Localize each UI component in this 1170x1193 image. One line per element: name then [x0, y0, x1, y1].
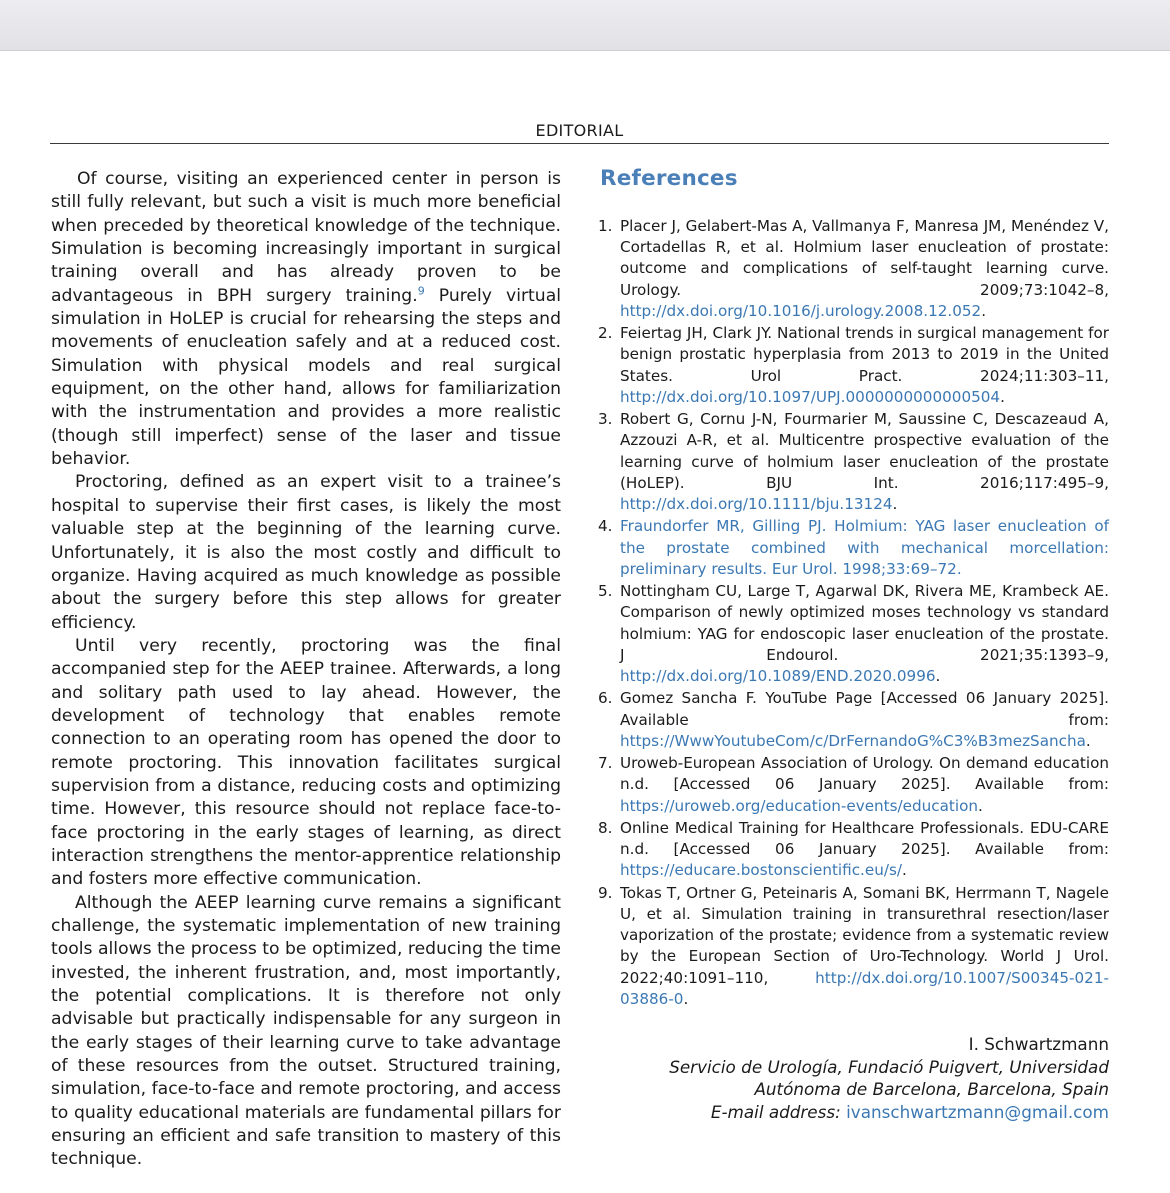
reference-linked-text[interactable]: Fraundorfer MR, Gilling PJ. Holmium: YAG laser enucleation of the prostate combined with mechanical morcellation: preliminary results. Eur Urol. 1998;33:69–72.	[620, 517, 1109, 578]
reference-number: 4.	[598, 517, 613, 536]
reference-number: 3.	[598, 410, 613, 429]
body-paragraph-3: Until very recently, proctoring was the final accompanied step for the AEEP trainee. Afterwards, a long and solitary path used to lay ahead. However, the development of technology that enables remote connection to an operating room has opened the door to remote proctoring. This innovation facilitates surgical supervision from a distance, reducing costs and optimizing time. However, this resource should not replace face-to-face proctoring in the early stages of learning, as direct interaction strengthens the mentor-apprentice relationship and fosters more effective communication.	[51, 635, 561, 890]
references-column	[598, 166, 1109, 1011]
reference-doi-link[interactable]: http://dx.doi.org/10.1016/j.urology.2008.12.052	[620, 301, 982, 320]
reference-item	[598, 818, 1109, 882]
reference-text: Nottingham CU, Large T, Agarwal DK, Rivera ME, Krambeck AE. Comparison of newly optimized moses technology vs standard holmium: YAG for endoscopic laser enucleation of the prostate. J Endourol. 2021;35:1393–9,	[620, 582, 1109, 664]
author-affiliation-line2: Autónoma de Barcelona, Barcelona, Spain	[754, 1079, 1109, 1100]
reference-url-link[interactable]: https://educare.bostonscientific.eu/s/	[620, 861, 902, 880]
reference-number: 9.	[598, 883, 613, 902]
reference-text: Feiertag JH, Clark JY. National trends in surgical management for benign prostatic hyperplasia from 2013 to 2019 in the United States. Urol Pract. 2024;11:303–11,	[620, 324, 1109, 385]
author-email-link[interactable]: ivanschwartzmann@gmail.com	[846, 1101, 1109, 1122]
reference-punct: .	[1085, 731, 1091, 750]
header-divider	[50, 143, 1109, 144]
reference-punct: .	[892, 495, 898, 514]
reference-text: Uroweb-European Association of Urology. On demand education n.d. [Accessed 06 January 2025]. Available from:	[620, 754, 1109, 794]
reference-doi-link[interactable]: http://dx.doi.org/10.1007/S00345-021-03886-0	[620, 968, 1109, 1008]
reference-doi-link[interactable]: http://dx.doi.org/10.1111/bju.13124	[620, 495, 893, 514]
reference-punct: .	[978, 796, 983, 815]
reference-number: 5.	[598, 582, 613, 601]
reference-text: Tokas T, Ortner G, Peteinaris A, Somani BK, Herrmann T, Nagele U, et al. Simulation training in transurethral resection/laser vaporization of the prostate; evidence from a systematic review by the European Section of Uro-Technology. World J Urol. 2022;40:1091–110,	[620, 883, 1109, 987]
section-header: EDITORIAL	[535, 121, 624, 140]
reference-punct: .	[935, 667, 941, 686]
reference-list	[598, 216, 1109, 1010]
reference-item	[598, 753, 1109, 817]
reference-item	[598, 883, 1109, 1010]
reference-item	[598, 516, 1109, 580]
reference-number: 1.	[598, 217, 613, 235]
reference-text: Robert G, Cornu J-N, Fourmarier M, Saussine C, Descazeaud A, Azzouzi A-R, et al. Multicentre prospective evaluation of the learning curve of holmium laser enucleation of the prostate (HoLEP). BJU Int. 2016;117:495–9,	[620, 410, 1109, 492]
reference-text: Online Medical Training for Healthcare Professionals. EDU-CARE n.d. [Accessed 06 January 2025]. Available from:	[620, 819, 1109, 859]
reference-punct: .	[902, 861, 907, 880]
viewer-top-bar	[0, 0, 1170, 51]
reference-text: Gomez Sancha F. YouTube Page [Accessed 06 January 2025]. Available from:	[620, 689, 1109, 729]
reference-url-link[interactable]: https://WwwYoutubeCom/c/DrFernandoG%C3%B3mezSancha	[620, 731, 1086, 750]
reference-number: 7.	[598, 754, 613, 773]
paragraph-text: Purely virtual simulation in HoLEP is crucial for rehearsing the steps and movements of enucleation safely and at a reduced cost. Simulation with physical models and real surgical equipment, on the other hand, allows for familiarization with the instrumentation and provides a more realistic (though still imperfect) sense of the laser and tissue behavior.	[51, 285, 561, 470]
body-text-column	[51, 168, 561, 1172]
reference-doi-link[interactable]: http://dx.doi.org/10.1089/END.2020.0996	[620, 667, 936, 686]
reference-url-link[interactable]: https://uroweb.org/education-events/education	[620, 796, 979, 815]
reference-punct: .	[981, 301, 987, 320]
author-email-line	[598, 1101, 1109, 1124]
reference-number: 6.	[598, 689, 613, 708]
reference-number: 2.	[598, 324, 613, 343]
reference-number: 8.	[598, 819, 613, 837]
reference-punct: .	[1000, 387, 1005, 406]
reference-item	[598, 216, 1109, 322]
author-affiliation-line1: Servicio de Urología, Fundació Puigvert, Universidad	[669, 1056, 1109, 1077]
reference-item	[598, 581, 1109, 687]
reference-text: Placer J, Gelabert-Mas A, Vallmanya F, Manresa JM, Menéndez V, Cortadellas R, et al. Holmium laser enucleation of prostate: outcome and complications of self-taught learning curve. Urology. 2009;73:1042–8,	[620, 217, 1109, 299]
author-name: I. Schwartzmann	[968, 1034, 1109, 1054]
email-label: E-mail address:	[710, 1101, 847, 1122]
citation-superscript[interactable]: 9	[417, 283, 425, 297]
body-paragraph-4: Although the AEEP learning curve remains a significant challenge, the systematic implementation of new training tools allows the process to be optimized, reducing the time invested, the inherent frustration, and, most importantly, the potential complications. It is therefore not only advisable but practically indispensable for any surgeon in the early stages of their learning curve to take advantage of these resources from the outset. Structured training, simulation, face-to-face and remote proctoring, and access to quality educational materials are fundamental pillars for ensuring an efficient and safe transition to mastery of this technique.	[51, 892, 561, 1170]
body-paragraph-2: Proctoring, defined as an expert visit to a trainee’s hospital to supervise their first cases, is likely the most valuable step at the beginning of the learning curve. Unfortunately, it is also the most costly and difficult to organize. Having acquired as much knowledge as possible about the surgery before this step allows for greater efficiency.	[51, 472, 561, 633]
references-title: References	[600, 166, 738, 191]
author-signature	[598, 1033, 1109, 1123]
reference-item	[598, 688, 1109, 752]
reference-doi-link[interactable]: http://dx.doi.org/10.1097/UPJ.0000000000000504	[620, 387, 1001, 406]
body-paragraph-1	[51, 168, 561, 471]
reference-item	[598, 323, 1109, 408]
reference-punct: .	[683, 989, 689, 1008]
paragraph-text: Of course, visiting an experienced center in person is still fully relevant, but such a visit is much more beneficial when preceded by theoretical knowledge of the technique. Simulation is becoming increasingly important in surgical training overall and has already proven to be advantageous in BPH surgery training.	[51, 169, 561, 306]
reference-item	[598, 409, 1109, 515]
